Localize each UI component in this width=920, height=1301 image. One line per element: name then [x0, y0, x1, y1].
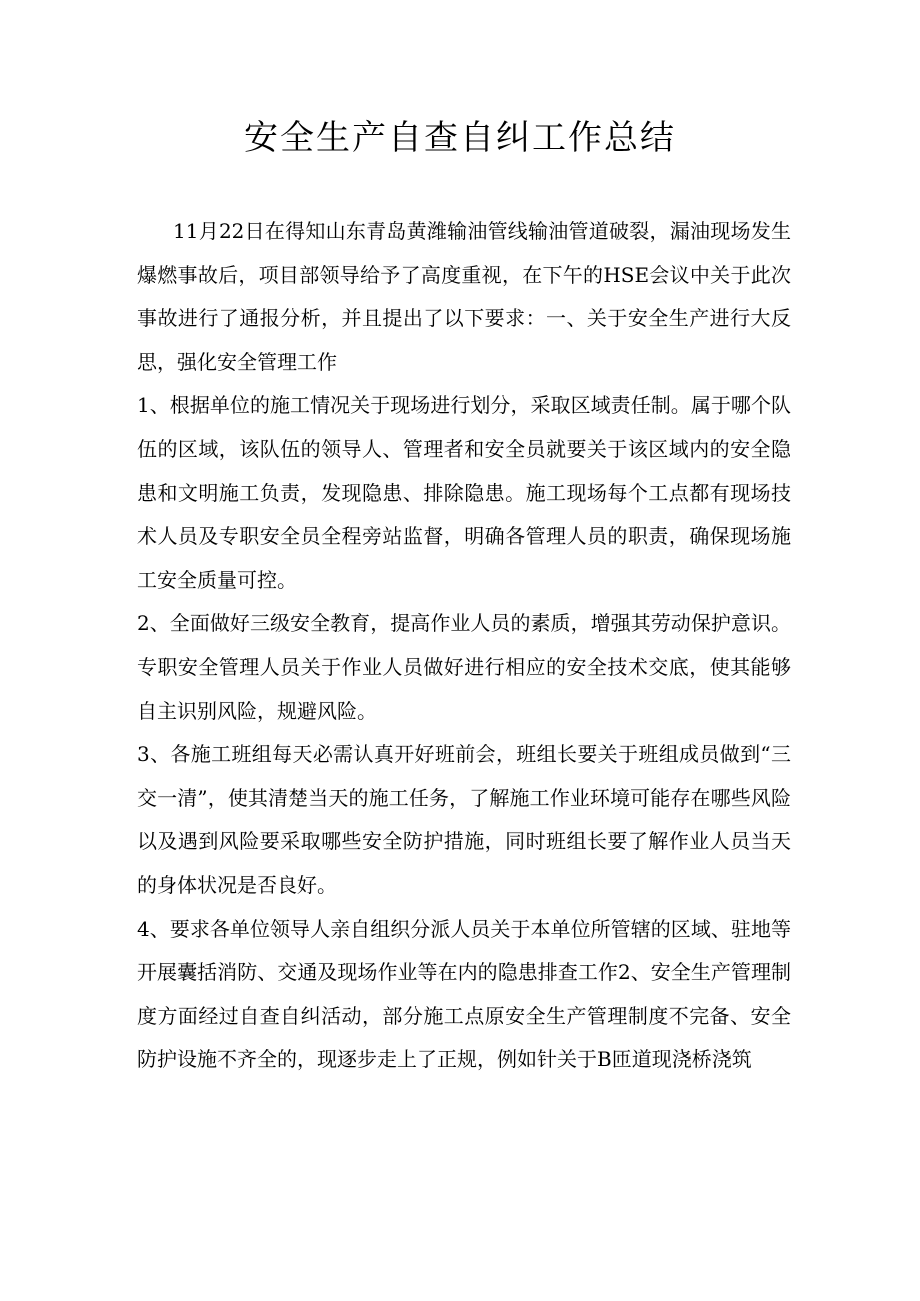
document-title: 安全生产自查自纠工作总结 [244, 118, 676, 158]
paragraph-item-1: 1、根据单位的施工情况关于现场进行划分，采取区域责任制。属于哪个队伍的区域，该队伍的领导人、管理者和安全员就要关于该区域内的安全隐患和文明施工负责，发现隐患、排除隐患。施工现场每个工点都有现场技术人员及专职安全员全程旁站监督，明确各管理人员的职责，确保现场施工安全质量可控。 [137, 393, 791, 592]
document-body [137, 210, 791, 1082]
paragraph-intro: 11月22日在得知山东青岛黄潍输油管线输油管道破裂，漏油现场发生爆燃事故后，项目部领导给予了高度重视，在下午的HSE会议中关于此次事故进行了通报分析，并且提出了以下要求：一、关于安全生产进行大反思，强化安全管理工作 [137, 219, 791, 374]
paragraph-item-4: 4、要求各单位领导人亲自组织分派人员关于本单位所管辖的区域、驻地等开展囊括消防、交通及现场作业等在内的隐患排查工作2、安全生产管理制度方面经过自查自纠活动，部分施工点原安全生产管理制度不完备、安全防护设施不齐全的，现逐步走上了正规，例如针关于B匝道现浇桥浇筑 [137, 916, 791, 1072]
paragraph-item-2: 2、全面做好三级安全教育，提高作业人员的素质，增强其劳动保护意识。专职安全管理人员关于作业人员做好进行相应的安全技术交底，使其能够自主识别风险，规避风险。 [137, 611, 791, 723]
paragraph-item-3: 3、各施工班组每天必需认真开好班前会，班组长要关于班组成员做到“三交一清”，使其清楚当天的施工任务，了解施工作业环境可能存在哪些风险以及遇到风险要采取哪些安全防护措施，同时班组长要了解作业人员当天的身体状况是否良好。 [137, 742, 791, 897]
